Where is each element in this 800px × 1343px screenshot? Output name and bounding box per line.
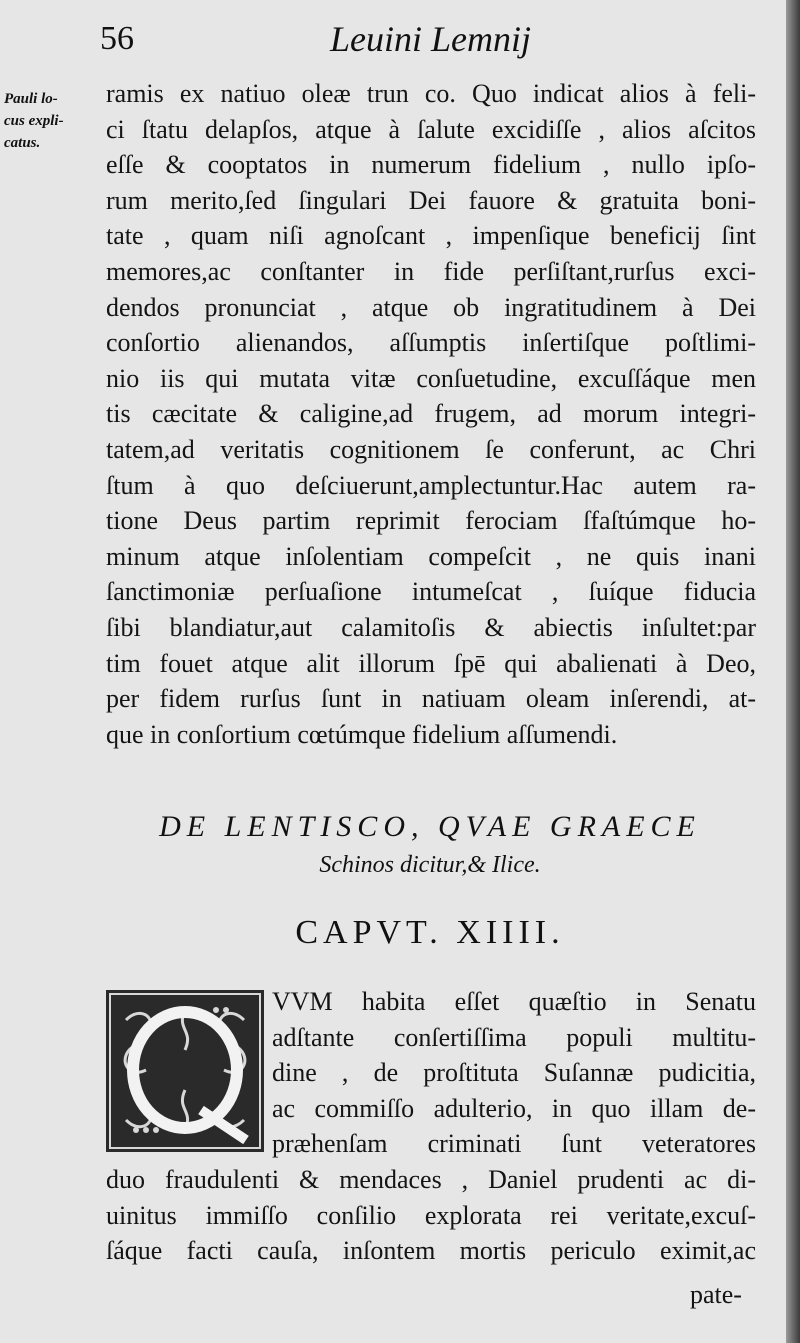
chapter-paragraph-start bbox=[272, 984, 756, 1162]
text-line: ſanctimoniæ perſuaſione intumeſcat , ſuíque fiducia bbox=[106, 577, 756, 607]
decorated-initial-q bbox=[106, 990, 264, 1152]
text-line: rum merito,ſed ſingulari Dei fauore & gratuita boni- bbox=[106, 185, 756, 215]
text-line: nio iis qui mutata vitæ conſuetudine, excuſſáque men bbox=[106, 363, 756, 393]
running-head: Leuini Lemnij bbox=[330, 19, 532, 59]
chapter-paragraph-continued bbox=[106, 1162, 756, 1269]
text-line: dine , de proſtituta Suſannæ pudicitia, bbox=[272, 1058, 756, 1088]
text-line: tim fouet atque alit illorum ſpē qui abalienati à Deo, bbox=[106, 648, 756, 678]
text-line: memores,ac conſtanter in fide perſiſtant,rurſus exci- bbox=[106, 256, 756, 286]
text-line: per fidem rurſus ſunt in natiuam oleam inſerendi, at- bbox=[106, 684, 756, 714]
text-line: tatem,ad veritatis cognitionem ſe conferunt, ac Chri bbox=[106, 434, 756, 464]
text-line: ſáque facti cauſa, inſontem mortis periculo eximit,ac bbox=[106, 1236, 756, 1266]
text-line: præhenſam criminati ſunt veteratores bbox=[272, 1129, 756, 1159]
ornamental-initial-icon bbox=[106, 990, 264, 1152]
marginal-note-line: Pauli lo- bbox=[4, 91, 58, 107]
text-line: minum atque inſolentiam compeſcit , ne quis inani bbox=[106, 541, 756, 571]
page-number: 56 bbox=[100, 20, 134, 57]
text-line: tate , quam niſi agnoſcant , impenſique beneficij ſint bbox=[106, 221, 756, 251]
text-line: tis cæcitate & caligine,ad frugem, ad morum integri- bbox=[106, 399, 756, 429]
chapter-heading: CAPVT. XIIII. bbox=[295, 914, 565, 951]
marginal-note-line: cus expli- bbox=[4, 113, 64, 129]
text-line: ac commiſſo adulterio, in quo illam de- bbox=[272, 1093, 756, 1123]
marginal-note bbox=[4, 88, 100, 154]
text-line: duo fraudulenti & mendaces , Daniel prudenti ac di- bbox=[106, 1165, 756, 1194]
section-title: DE LENTISCO, QVAE GRAECE bbox=[159, 810, 701, 843]
page-header bbox=[0, 14, 786, 74]
text-line: dendos pronunciat , atque ob ingratitudinem à Dei bbox=[106, 292, 756, 322]
text-line: que in conſortium cœtúmque fidelium aſſumendi. bbox=[106, 719, 618, 749]
text-line: ci ſtatu delapſos, atque à ſalute excidiſſe , alios aſcitos bbox=[106, 114, 756, 144]
text-line: eſſe & cooptatos in numerum fidelium , nullo ipſo- bbox=[106, 150, 756, 180]
catchword: pate- bbox=[690, 1280, 742, 1309]
page-edge-shadow bbox=[786, 0, 800, 1343]
text-line: ſibi blandiatur,aut calamitoſis & abiectis inſultet:par bbox=[106, 612, 756, 642]
text-line: ſtum à quo deſciuerunt,amplectuntur.Hac autem ra- bbox=[106, 470, 756, 500]
text-line: VVM habita eſſet quæſtio in Senatu bbox=[272, 987, 756, 1016]
text-line: adſtante conſertiſſima populi multitu- bbox=[272, 1022, 756, 1052]
body-paragraph bbox=[106, 76, 756, 752]
section-subtitle: Schinos dicitur,& Ilice. bbox=[319, 852, 541, 878]
text-line: ramis ex natiuo oleæ trun co. Quo indicat alios à feli- bbox=[106, 79, 756, 108]
text-line: conſortio alienandos, aſſumptis inſertiſque poſtlimi- bbox=[106, 328, 756, 358]
marginal-note-line: catus. bbox=[4, 135, 41, 151]
text-line: uinitus immiſſo conſilio explorata rei veritate,excuſ- bbox=[106, 1200, 756, 1230]
text-line: tione Deus partim reprimit ferociam ſfaſtúmque ho- bbox=[106, 506, 756, 536]
